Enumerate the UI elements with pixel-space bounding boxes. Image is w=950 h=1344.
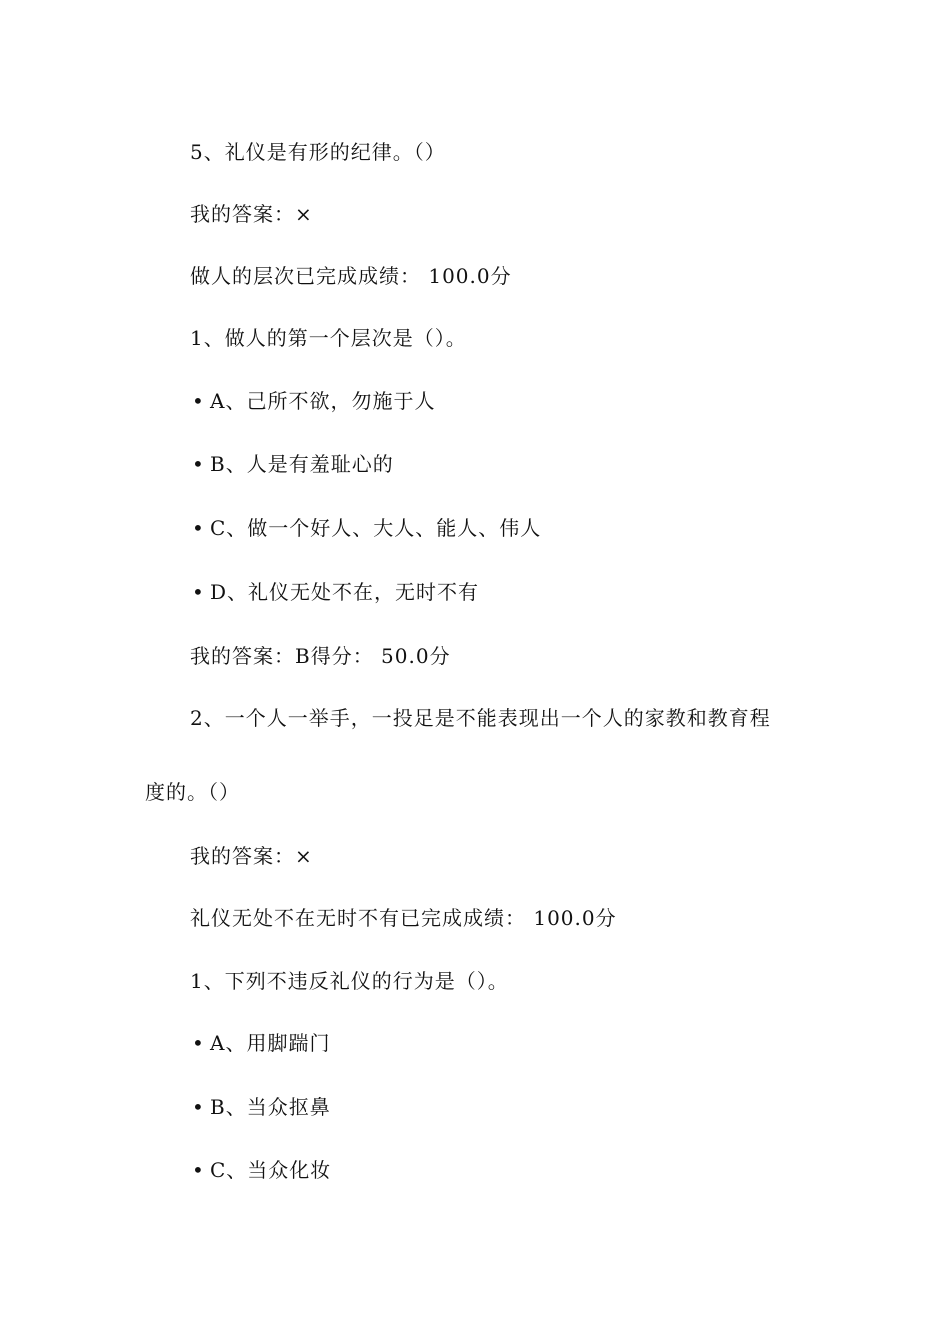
option-label: D、礼仪无处不在，无时不有: [210, 580, 480, 604]
question-1-text: 1、下列不违反礼仪的行为是（）。: [190, 969, 509, 993]
bullet-icon: •: [192, 1031, 205, 1055]
option-c: [192, 1156, 331, 1184]
question-2-text: 2、一个人一举手，一投足是不能表现出一个人的家教和教育程: [190, 706, 771, 730]
option-c: [192, 514, 541, 542]
option-d: [192, 578, 479, 606]
answer-score-line: 我的答案：B得分： 50.0分: [190, 644, 451, 668]
option-b: [192, 1093, 331, 1121]
answer-line: 我的答案：×: [190, 844, 313, 868]
bullet-icon: •: [192, 1158, 205, 1182]
option-label: A、己所不欲，勿施于人: [210, 389, 436, 413]
bullet-icon: •: [192, 1095, 205, 1119]
option-label: B、人是有羞耻心的: [210, 452, 394, 476]
option-a: [192, 1029, 330, 1057]
bullet-icon: •: [192, 389, 205, 413]
bullet-icon: •: [192, 452, 205, 476]
bullet-icon: •: [192, 580, 205, 604]
option-label: C、当众化妆: [210, 1158, 332, 1182]
question-2-continuation: 度的。（）: [145, 780, 240, 804]
bullet-icon: •: [192, 516, 205, 540]
option-a: [192, 387, 435, 415]
option-b: [192, 450, 394, 478]
section-score-line: 礼仪无处不在无时不有已完成成绩： 100.0分: [190, 906, 617, 930]
option-label: C、做一个好人、大人、能人、伟人: [210, 516, 542, 540]
question-1-text: 1、做人的第一个层次是（）。: [190, 326, 467, 350]
option-label: B、当众抠鼻: [210, 1095, 331, 1119]
question-5-text: 5、礼仪是有形的纪律。（）: [190, 140, 446, 164]
option-label: A、用脚踹门: [210, 1031, 331, 1055]
answer-line: 我的答案：×: [190, 202, 313, 226]
section-score-line: 做人的层次已完成成绩： 100.0分: [190, 264, 512, 288]
